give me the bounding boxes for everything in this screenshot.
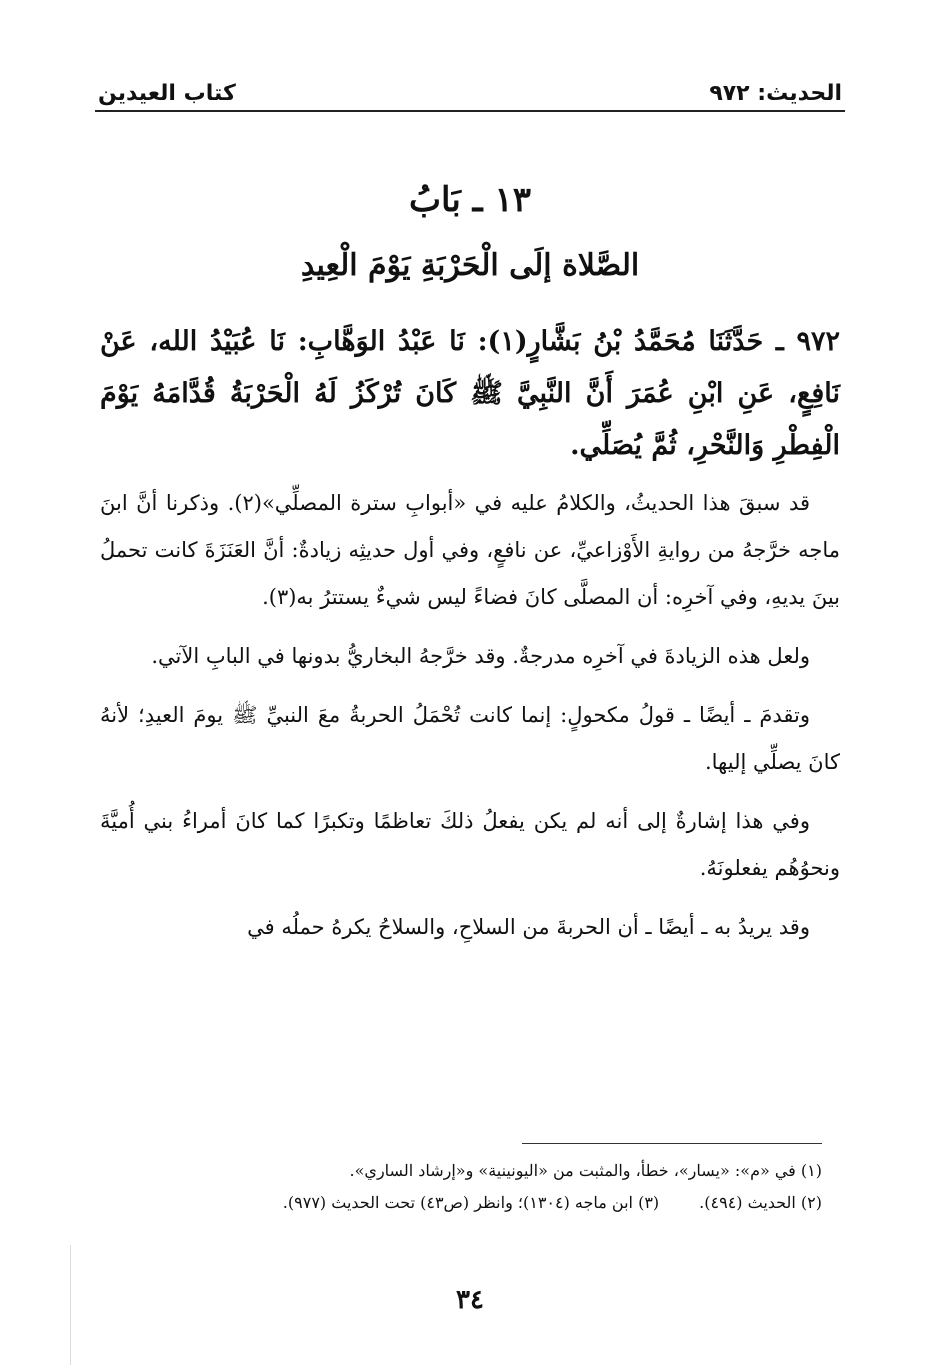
commentary xyxy=(100,480,840,963)
commentary-paragraph: وقد يريدُ به ـ أيضًا ـ أن الحربةَ من السلاحِ، والسلاحُ يكرهُ حملُه في xyxy=(247,915,810,939)
page-number: ٣٤ xyxy=(456,1285,484,1315)
header-book-title: كتاب العيدين xyxy=(98,81,236,106)
footnote-divider xyxy=(522,1143,822,1144)
chapter-heading: ١٣ ـ بَابُ xyxy=(409,180,531,220)
commentary-paragraph: قد سبقَ هذا الحديثُ، والكلامُ عليه في «أبوابِ سترة المصلِّي»(٢). وذكرنا أنَّ ابنَ ماجه خرَّجهُ من روايةِ الأَوْزاعيِّ، عن نافعٍ، وفي أول حديثِه زيادةٌ: أنَّ العَنَزَةَ كانت تحملُ بينَ يديهِ، وفي آخرِه: أن المصلَّى كانَ فضاءً ليس شيءٌ يستترُ به(٣). xyxy=(100,491,840,609)
footnote-2: (٢) الحديث (٤٩٤). xyxy=(699,1193,822,1212)
header-divider xyxy=(95,110,845,112)
footnote-line-2 xyxy=(98,1187,822,1219)
commentary-paragraph: ولعل هذه الزيادةَ في آخرِه مدرجةٌ. وقد خرَّجهُ البخاريُّ بدونها في البابِ الآتي. xyxy=(151,644,810,668)
chapter-title: الصَّلاة إلَى الْحَرْبَةِ يَوْمَ الْعِيدِ xyxy=(300,248,640,283)
footnote-3: (٣) ابن ماجه (١٣٠٤)؛ وانظر (ص٤٣) تحت الحديث (٩٧٧). xyxy=(282,1193,660,1212)
footnote-1: (١) في «م»: «يسار»، خطأ، والمثبت من «اليونينية» و«إرشاد الساري». xyxy=(349,1161,822,1180)
hadith-text: ٩٧٢ ـ حَدَّثَنَا مُحَمَّدُ بْنُ بَشَّارٍ(١): نَا عَبْدُ الوَهَّابِ: نَا عُبَيْدُ الله، عَنْ نَافِعٍ، عَنِ ابْنِ عُمَرَ أَنَّ النَّبِيَّ ﷺ كَانَ تُرْكَزُ لَهُ الْحَرْبَةُ قُدَّامَهُ يَوْمَ الْفِطْرِ وَالنَّحْرِ، ثُمَّ يُصَلِّي. xyxy=(100,326,841,461)
commentary-paragraph: وفي هذا إشارةٌ إلى أنه لم يكن يفعلُ ذلكَ تعاظمًا وتكبرًا كما كانَ أمراءُ بني أُميَّةَ ونحوُهُم يفعلونَهُ. xyxy=(100,809,840,880)
commentary-paragraph: وتقدمَ ـ أيضًا ـ قولُ مكحولٍ: إنما كانت تُحْمَلُ الحربةُ معَ النبيِّ ﷺ يومَ العيدِ؛ لأنهُ كانَ يصلِّي إليها. xyxy=(100,703,840,774)
header-hadith-reference: الحديث: ٩٧٢ xyxy=(709,81,842,106)
running-header xyxy=(98,70,842,106)
footnotes xyxy=(98,1155,822,1219)
